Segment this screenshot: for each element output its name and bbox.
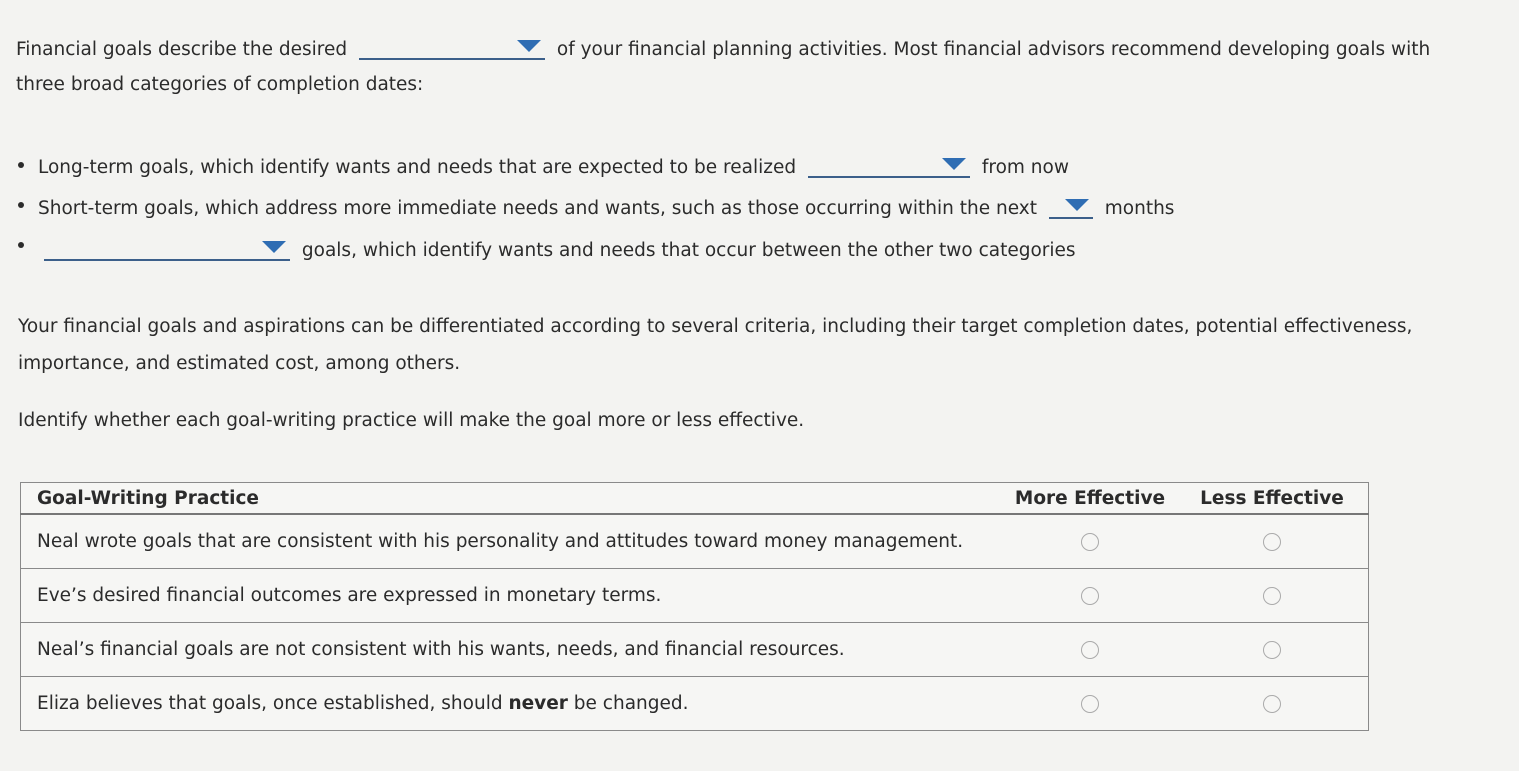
criteria-line-2: importance, and estimated cost, among others. — [18, 353, 461, 374]
table-row — [21, 623, 1369, 677]
table-row — [21, 677, 1369, 731]
chevron-down-icon — [262, 241, 286, 253]
less-effective-cell — [1176, 569, 1369, 623]
desired-dropdown[interactable] — [359, 36, 545, 60]
less-effective-cell — [1176, 623, 1369, 677]
bullet-dot — [18, 202, 24, 208]
less-effective-cell — [1176, 677, 1369, 731]
bullet-short-term — [38, 195, 1174, 219]
bullet-dot — [18, 242, 24, 248]
practice-text-before: Eliza believes that goals, once established, should — [37, 693, 509, 714]
less-effective-radio[interactable] — [1263, 695, 1281, 713]
less-effective-radio[interactable] — [1263, 587, 1281, 605]
criteria-line-1: Your financial goals and aspirations can be differentiated according to several criteria, including their target completion dates, potential effectiveness, — [18, 316, 1413, 337]
intro-text-part1: Financial goals describe the desired — [16, 39, 348, 60]
table-row — [21, 514, 1369, 569]
practice-text-emphasis: never — [508, 693, 568, 714]
bullet-long-term-suffix: from now — [981, 157, 1069, 178]
more-effective-cell — [1004, 569, 1176, 623]
bullet-long-term — [38, 154, 1069, 178]
less-effective-cell — [1176, 514, 1369, 569]
intro-text-part2: of your financial planning activities. Most financial advisors recommend developing goals with — [556, 39, 1431, 60]
header-more-effective: More Effective — [1004, 483, 1176, 515]
practice-text — [21, 677, 1005, 731]
bullet-intermediate-text: goals, which identify wants and needs that occur between the other two categories — [301, 240, 1076, 261]
more-effective-radio[interactable] — [1081, 695, 1099, 713]
more-effective-radio[interactable] — [1081, 587, 1099, 605]
table-header-row — [21, 483, 1369, 515]
header-goal-writing-practice: Goal-Writing Practice — [21, 483, 1005, 515]
more-effective-cell — [1004, 677, 1176, 731]
instruction-text: Identify whether each goal-writing practice will make the goal more or less effective. — [18, 410, 805, 431]
more-effective-radio[interactable] — [1081, 641, 1099, 659]
less-effective-radio[interactable] — [1263, 641, 1281, 659]
long-term-dropdown[interactable] — [808, 154, 970, 178]
more-effective-cell — [1004, 514, 1176, 569]
practice-text-after: be changed. — [567, 693, 689, 714]
intro-line-1 — [16, 36, 1430, 60]
more-effective-radio[interactable] — [1081, 533, 1099, 551]
table-row — [21, 569, 1369, 623]
practice-text: Neal wrote goals that are consistent with his personality and attitudes toward money management. — [21, 514, 1005, 569]
chevron-down-icon — [942, 158, 966, 170]
intermediate-goal-type-dropdown[interactable] — [44, 237, 290, 261]
practice-text: Neal’s financial goals are not consistent with his wants, needs, and financial resources. — [21, 623, 1005, 677]
practice-text: Eve’s desired financial outcomes are expressed in monetary terms. — [21, 569, 1005, 623]
header-less-effective: Less Effective — [1176, 483, 1369, 515]
more-effective-cell — [1004, 623, 1176, 677]
less-effective-radio[interactable] — [1263, 533, 1281, 551]
bullet-intermediate — [38, 237, 1076, 261]
bullet-dot — [18, 162, 24, 168]
chevron-down-icon — [1065, 199, 1089, 211]
chevron-down-icon — [517, 40, 541, 52]
bullet-short-term-text: Short-term goals, which address more immediate needs and wants, such as those occurring within the next — [38, 198, 1037, 219]
goal-practices-table — [20, 482, 1369, 731]
bullet-long-term-text: Long-term goals, which identify wants and needs that are expected to be realized — [38, 157, 797, 178]
short-term-months-dropdown[interactable] — [1049, 195, 1093, 219]
intro-line-2: three broad categories of completion dates: — [16, 74, 424, 95]
bullet-short-term-suffix: months — [1104, 198, 1175, 219]
